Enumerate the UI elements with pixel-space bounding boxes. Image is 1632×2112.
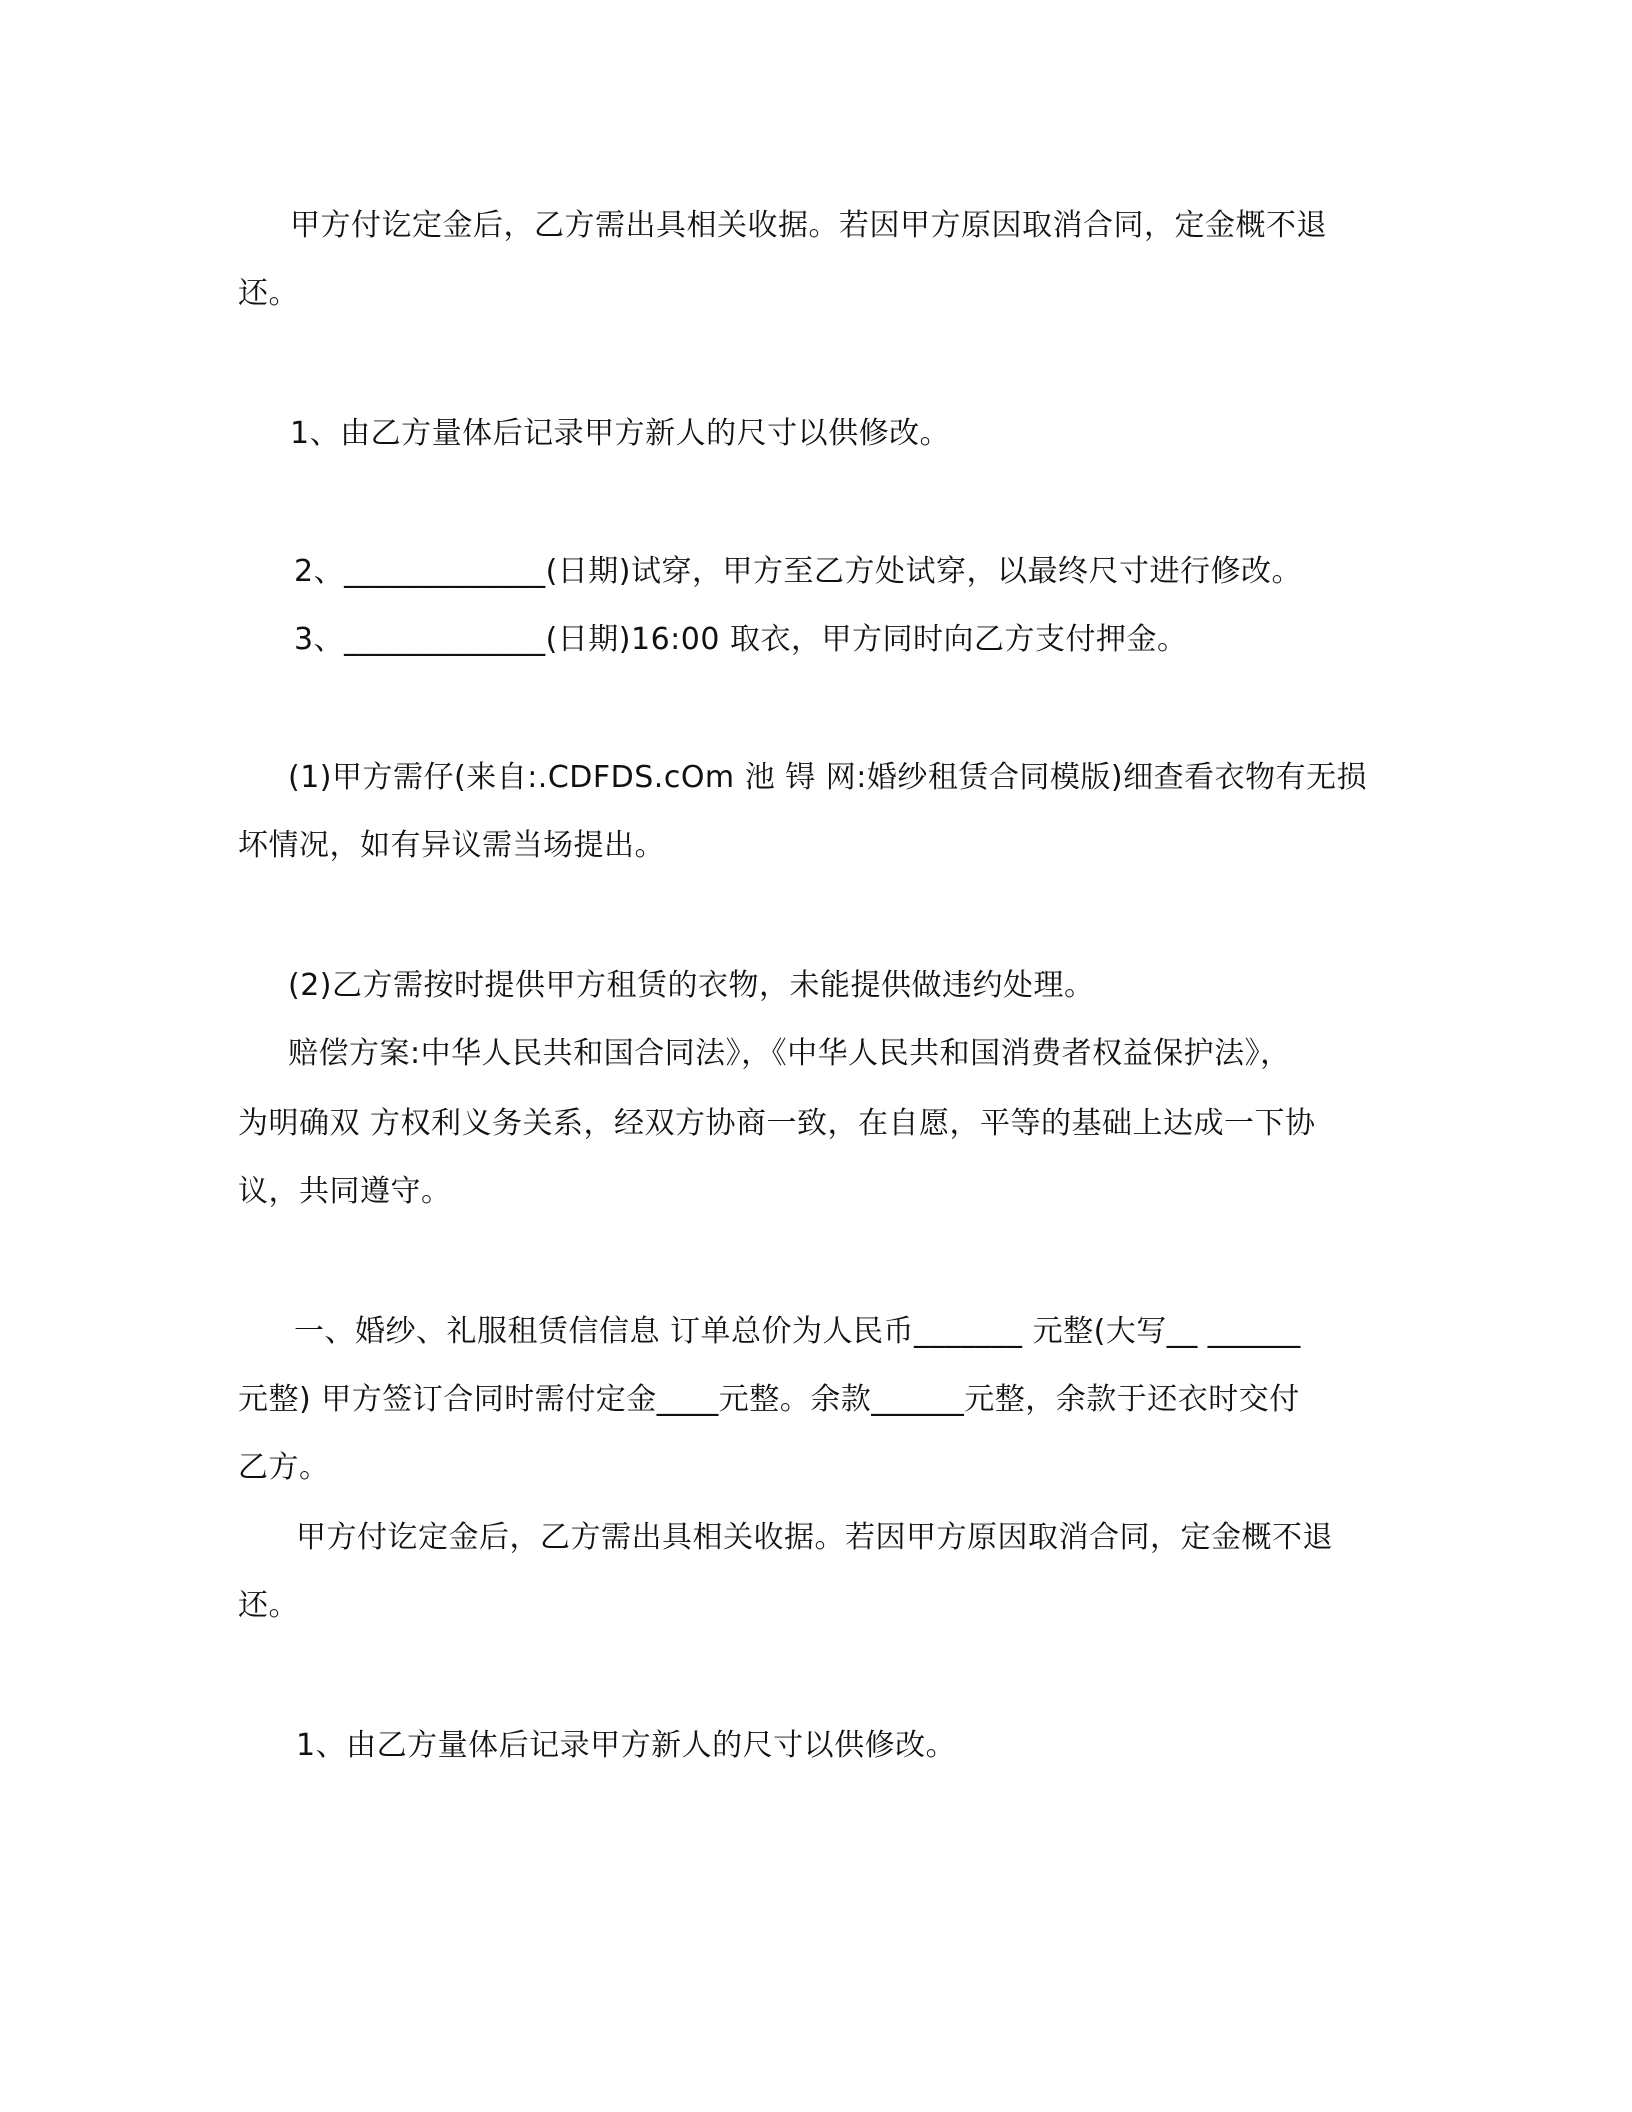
section-heading-line: 一、婚纱、礼服租赁信信息 订单总价为人民币_______ 元整(大写__ ______ (294, 1314, 1301, 1349)
paragraph-line: (1)甲方需仔(来自:.CDFDS.cOm 池 锝 网:婚纱租赁合同模版)细查看衣物有无损 (288, 760, 1368, 795)
list-item: 1、由乙方量体后记录甲方新人的尺寸以供修改。 (296, 1728, 957, 1763)
list-item: 3、_____________(日期)16:00 取衣，甲方同时向乙方支付押金。 (294, 622, 1188, 657)
paragraph-line: 还。 (238, 276, 299, 311)
paragraph-line: 还。 (238, 1588, 299, 1623)
list-item: 1、由乙方量体后记录甲方新人的尺寸以供修改。 (290, 416, 951, 451)
paragraph-line: 议，共同遵守。 (238, 1174, 452, 1209)
paragraph-line: 坏情况，如有异议需当场提出。 (238, 828, 665, 863)
paragraph-line: 甲方付讫定金后，乙方需出具相关收据。若因甲方原因取消合同，定金概不退 (296, 1520, 1333, 1555)
paragraph-line: 赔偿方案:中华人民共和国合同法》，《中华人民共和国消费者权益保护法》， (288, 1036, 1291, 1071)
paragraph-line: 甲方付讫定金后，乙方需出具相关收据。若因甲方原因取消合同，定金概不退 (290, 208, 1327, 243)
list-item: 2、_____________(日期)试穿，甲方至乙方处试穿，以最终尺寸进行修改。 (294, 554, 1302, 589)
paragraph-line: (2)乙方需按时提供甲方租赁的衣物，未能提供做违约处理。 (288, 968, 1095, 1003)
paragraph-line: 为明确双 方权利义务关系，经双方协商一致，在自愿，平等的基础上达成一下协 (238, 1106, 1316, 1141)
paragraph-line: 乙方。 (238, 1450, 330, 1485)
paragraph-line: 元整) 甲方签订合同时需付定金____元整。余款______元整，余款于还衣时交付 (238, 1382, 1300, 1417)
